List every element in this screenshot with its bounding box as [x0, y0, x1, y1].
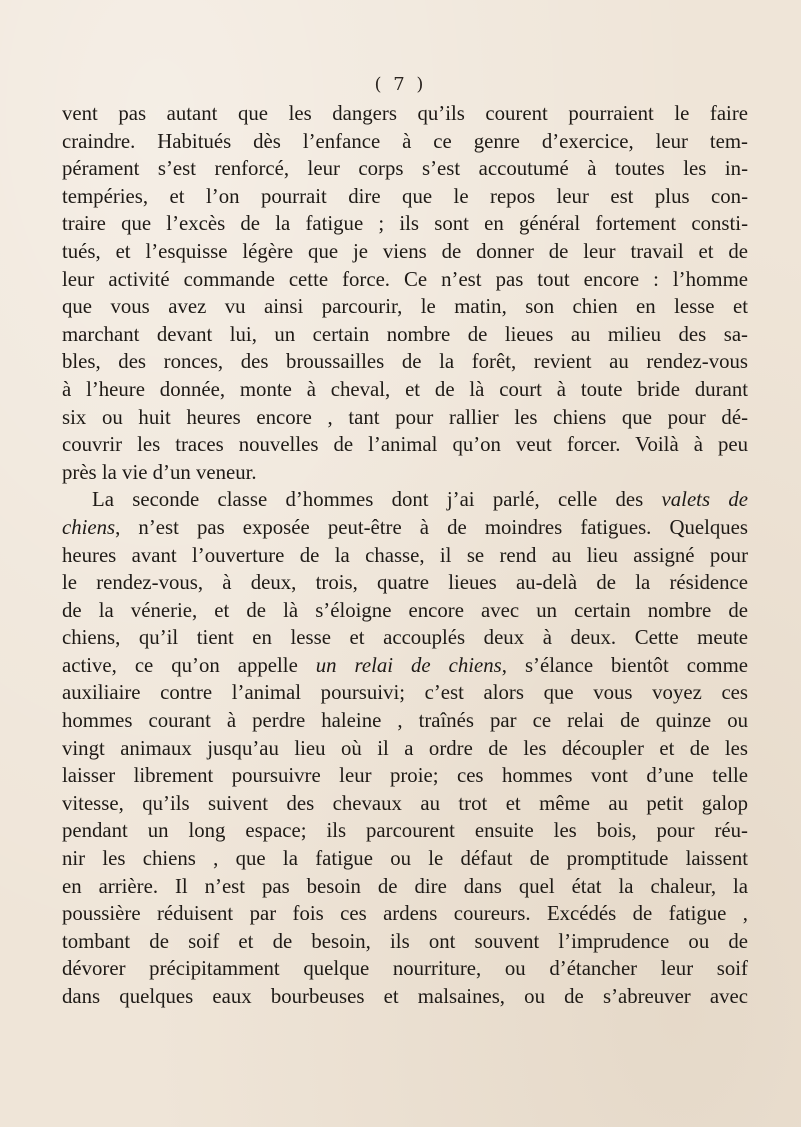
text-line: leur activité commande cette force. Ce n’est pas tout encore : l’homme: [62, 267, 748, 291]
text-line: que vous avez vu ainsi parcourir, le matin, son chien en lesse et: [62, 295, 748, 319]
text-line: poussière réduisent par fois ces ardens coureurs. Excédés de fatigue ,: [62, 902, 748, 926]
text-span: , n’est pas exposée peut-être à de moindres fatigues. Quelques: [115, 515, 748, 539]
text-line: tempéries, et l’on pourrait dire que le repos leur est plus con-: [62, 184, 748, 208]
text-line: à l’heure donnée, monte à cheval, et de là court à toute bride durant: [62, 377, 748, 401]
text-line: chiens, qu’il tient en lesse et accouplés deux à deux. Cette meute: [62, 626, 748, 650]
text-line: laisser librement poursuivre leur proie; ces hommes vont d’une telle: [62, 764, 748, 788]
text-line: six ou huit heures encore , tant pour rallier les chiens que pour dé-: [62, 405, 748, 429]
text-line: couvrir les traces nouvelles de l’animal qu’on veut forcer. Voilà à peu: [62, 433, 748, 457]
text-line: tombant de soif et de besoin, ils ont souvent l’imprudence ou de: [62, 929, 748, 953]
body-text: [62, 100, 748, 1011]
text-line: traire que l’excès de la fatigue ; ils sont en général fortement consti-: [62, 212, 748, 236]
text-line: vingt animaux jusqu’au lieu où il a ordre de les découpler et de les: [62, 736, 748, 760]
text-span: La seconde classe d’hommes dont j’ai parlé, celle des: [92, 488, 662, 512]
paragraph-2: [62, 486, 748, 1010]
text-line: près la vie d’un veneur.: [62, 460, 257, 484]
text-line: craindre. Habitués dès l’enfance à ce genre d’exercice, leur tem-: [62, 129, 748, 153]
text-line: marchant devant lui, un certain nombre de lieues au milieu des sa-: [62, 322, 748, 346]
text-line: auxiliaire contre l’animal poursuivi; c’est alors que vous voyez ces: [62, 681, 748, 705]
italic-term: un relai de chiens: [315, 653, 502, 677]
text-line: en arrière. Il n’est pas besoin de dire dans quel état la chaleur, la: [62, 874, 748, 898]
text-line: dévorer précipitamment quelque nourriture, ou d’étancher leur soif: [62, 957, 748, 981]
text-line: [62, 486, 748, 514]
text-span: , s’élance bientôt comme: [501, 653, 748, 677]
text-line: de la vénerie, et de là s’éloigne encore avec un certain nombre de: [62, 598, 748, 622]
text-line: vent pas autant que les dangers qu’ils courent pourraient le faire: [62, 102, 748, 125]
text-line: [62, 652, 748, 680]
text-line: bles, des ronces, des broussailles de la forêt, revient au rendez-vous: [62, 350, 748, 374]
text-line: heures avant l’ouverture de la chasse, il se rend au lieu assigné pour: [62, 543, 748, 567]
paragraph-1: [62, 100, 748, 486]
text-line: [62, 514, 748, 542]
text-line: pérament s’est renforcé, leur corps s’est accoutumé à toutes les in-: [62, 157, 748, 181]
page-number: ( 7 ): [374, 74, 427, 95]
italic-term: chiens: [62, 515, 116, 539]
text-line: pendant un long espace; ils parcourent ensuite les bois, pour réu-: [62, 819, 748, 843]
text-line: tués, et l’esquisse légère que je viens de donner de leur travail et de: [62, 239, 748, 263]
text-span: active, ce qu’on appelle: [62, 653, 316, 677]
text-line: hommes courant à perdre haleine , traînés par ce relai de quinze ou: [62, 709, 748, 733]
text-line: nir les chiens , que la fatigue ou le défaut de promptitude laissent: [62, 847, 748, 871]
text-line: dans quelques eaux bourbeuses et malsaines, ou de s’abreuver avec: [62, 985, 748, 1008]
text-line: le rendez-vous, à deux, trois, quatre lieues au-delà de la résidence: [62, 571, 748, 595]
text-line: vitesse, qu’ils suivent des chevaux au trot et même au petit galop: [62, 791, 748, 815]
italic-term: valets de: [661, 488, 748, 512]
